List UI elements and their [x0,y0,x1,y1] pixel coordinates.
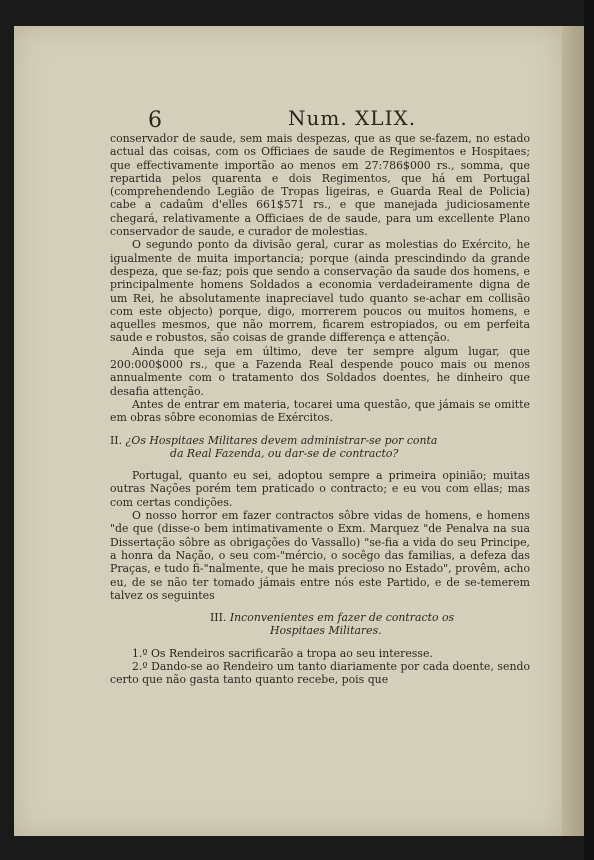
section-title: ¿Os Hospitaes Militares devem administrar-se por conta [125,433,438,447]
page-header [140,100,550,133]
section-title-line2: da Real Fazenda, ou dar-se de contracto? [170,446,399,460]
paragraph: Antes de entrar em materia, tocarei uma questão, que jámais se omitte em obras sôbre economias de Exércitos. [110,397,530,425]
section-heading-iii [110,611,530,638]
section-title: Inconvenientes em fazer de contracto os [229,611,455,625]
list-item: 1.º Os Rendeiros sacrificarão a tropa ao seu interesse. [132,646,433,660]
paragraph: O segundo ponto da divisão geral, curar as molestias do Exército, he igualmente de muita importancia; porque (ainda prescindindo da grande despeza, que se-faz; pois que sendo a conservação da saude dos homens, e principalmente homens Soldados a economia verdadeiramente digna de um Rei, he absolutamente inapreciavel tudo quanto se-achar em collisão com este objecto) porque, digo, morrerem poucos ou muitos homens, e aquelles mesmos, que não morrem, ficarem estropiados, ou em perfeita saude e robustos, são coisas de grande differença e attenção. [110,238,530,345]
section-number: III. [210,611,227,625]
paragraph: conservador de saude, sem mais despezas, que as que se-fazem, no estado actual das coisas, com os Officiaes de saude de Regimentos e Hospitaes; que effectivamente importão ao menos em 27:786$000 rs., somma, que repartida pelos quarenta e dois Regimentos, que há em Portugal (comprehendendo Legião de Tropas ligeiras, e Guarda Real de Policia) cabe a cadaûm d'elles 661$571 rs., e que manejada judiciosamente chegará, relativamente a Officiaes de de saude, para um excellente Plano conservador de saude, e curador de molestias. [110,132,530,239]
section-title-line2: Hospitaes Militares. [270,624,382,638]
paragraph: Portugal, quanto eu sei, adoptou sempre a primeira opinião; muitas outras Nações porém tem praticado o contracto; e eu vou com ellas; mas com certas condições. [110,469,530,509]
body-text [110,132,530,687]
section-number: II. [110,433,123,447]
running-title: Num. XLIX. [288,106,417,130]
page-edge [562,26,584,836]
scan-border [584,0,594,860]
page-number: 6 [148,108,162,133]
list-item: 2.º Dando-se ao Rendeiro um tanto diariamente por cada doente, sendo certo que não gasta tanto quanto recebe, pois que [110,659,530,687]
section-heading-ii [110,434,530,461]
paragraph: Ainda que seja em último, deve ter sempre algum lugar, que 200:000$000 rs., que a Fazenda Real despende pouco mais ou menos annualmente com o tratamento dos Soldados doentes, he dinheiro que desafia attenção. [110,344,530,398]
paragraph: O nosso horror em fazer contractos sôbre vidas de homens, e homens "de que (disse-o bem intimativamente o Exm. Marquez "de Penalva na sua Dissertação sôbre as obrigações do Vassallo) "se-fia a vida do seu Principe, a honra da Nação, o seu com-"mércio, o socêgo das familias, a defeza das Praças, e tudo fi-"nalmente, que he mais precioso no Estado", provêm, acho eu, de se não ter tomado jámais entre nós este Partido, e de se-temerem talvez os seguintes [110,509,530,602]
